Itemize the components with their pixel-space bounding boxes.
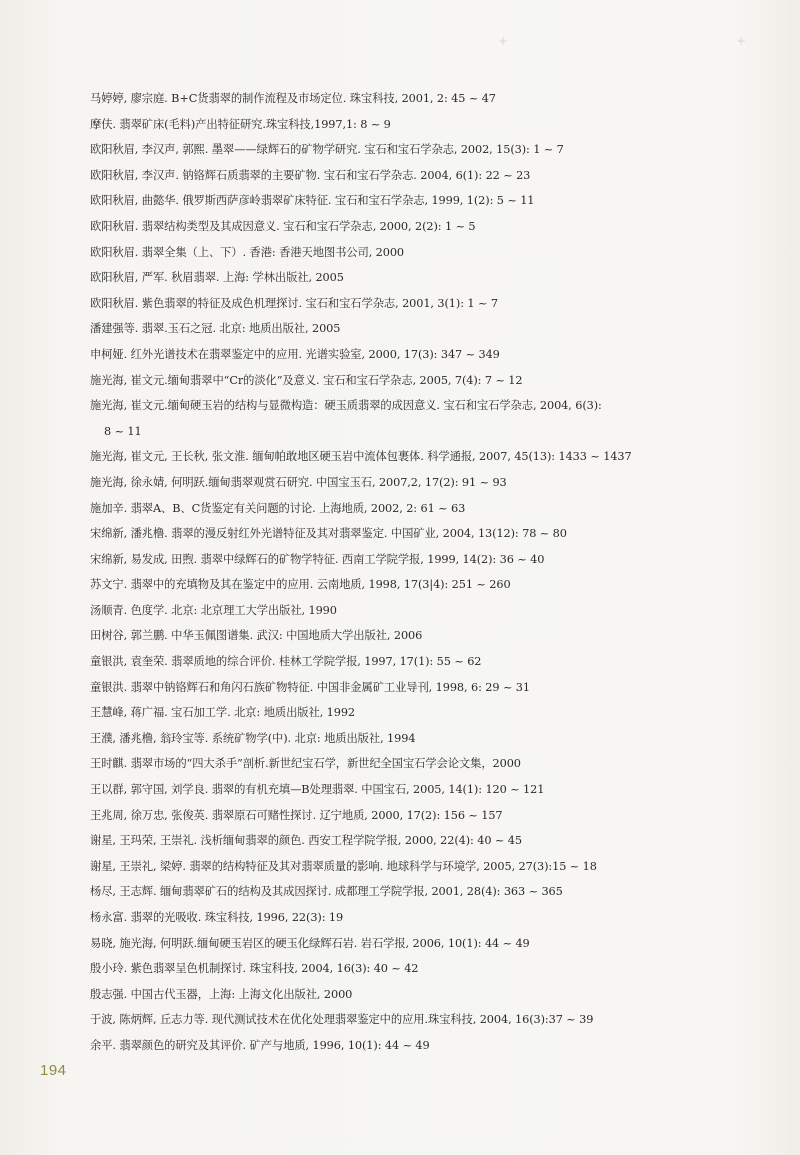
- reference-item: 宋绵新, 潘兆橹. 翡翠的漫反射红外光谱特征及其对翡翠鉴定. 中国矿业, 2004, 13(12): 78 ~ 80: [90, 527, 567, 541]
- reference-item: 王慧峰, 蒋广福. 宝石加工学. 北京: 地质出版社, 1992: [90, 706, 356, 720]
- reference-item: 欧阳秋眉. 紫色翡翠的特征及成色机理探讨. 宝石和宝石学杂志, 2001, 3(1): 1 ~ 7: [90, 296, 498, 310]
- reference-item: 童银洪. 翡翠中钠铬辉石和角闪石族矿物特征. 中国非金属矿工业导刊, 1998, 6: 29 ~ 31: [90, 680, 530, 694]
- reference-item: 谢星, 王崇礼, 梁婷. 翡翠的结构特征及其对翡翠质量的影响. 地球科学与环境学, 2005, 27(3):15 ~ 18: [90, 859, 597, 873]
- reference-item: 王兆周, 徐万忠, 张俊英. 翡翠原石可赌性探讨. 辽宁地质, 2000, 17(2): 156 ~ 157: [90, 808, 503, 822]
- reference-item: 施光海, 崔文元.缅甸翡翠中“Cr的淡化”及意义. 宝石和宝石学杂志, 2005, 7(4): 7 ~ 12: [90, 373, 523, 387]
- reference-item: 苏文宁. 翡翠中的充填物及其在鉴定中的应用. 云南地质, 1998, 17(3|4): 251 ~ 260: [90, 578, 511, 592]
- reference-item: 摩伕. 翡翠矿床(毛料)产出特征研究.珠宝科技,1997,1: 8 ~ 9: [90, 117, 391, 131]
- reference-continuation: 8 ~ 11: [104, 424, 142, 438]
- page-number: 194: [40, 1062, 67, 1079]
- reference-item: 潘建强等. 翡翠.玉石之冠. 北京: 地质出版社, 2005: [90, 322, 341, 336]
- reference-item: 杨永富. 翡翠的光吸收. 珠宝科技, 1996, 22(3): 19: [90, 911, 344, 924]
- reference-item: 谢星, 王玛荣, 王崇礼. 浅析缅甸翡翠的颜色. 西安工程学院学报, 2000, 22(4): 40 ~ 45: [90, 834, 522, 848]
- reference-item: 欧阳秋眉, 严军. 秋眉翡翠. 上海: 学林出版社, 2005: [90, 271, 344, 285]
- reference-item: 欧阳秋眉, 李汉声. 钠铬辉石质翡翠的主要矿物. 宝石和宝石学杂志. 2004, 6(1): 22 ~ 23: [90, 168, 531, 182]
- reference-item: 王濮, 潘兆橹, 翁玲宝等. 系统矿物学(中). 北京: 地质出版社, 1994: [90, 731, 416, 745]
- reference-item: 申柯娅. 红外光谱技术在翡翠鉴定中的应用. 光谱实验室, 2000, 17(3): 347 ~ 349: [90, 347, 500, 361]
- reference-item: 王时麒. 翡翠市场的“四大杀手”剖析.新世纪宝石学，新世纪全国宝石学会论文集，2000: [90, 757, 521, 771]
- reference-item: [90, 393, 730, 444]
- reference-item: 于波, 陈炳辉, 丘志力等. 现代测试技术在优化处理翡翠鉴定中的应用.珠宝科技, 2004, 16(3):37 ~ 39: [90, 1013, 594, 1027]
- reference-item: 殷小玲. 紫色翡翠呈色机制探讨. 珠宝科技, 2004, 16(3): 40 ~ 42: [90, 962, 419, 976]
- reference-item: 童银洪, 袁奎荣. 翡翠质地的综合评价. 桂林工学院学报, 1997, 17(1): 55 ~ 62: [90, 655, 482, 669]
- reference-text: 施光海, 崔文元.缅甸硬玉岩的结构与显微构造：硬玉质翡翠的成因意义. 宝石和宝石学杂志, 2004, 6(3):: [90, 399, 602, 413]
- reference-item: 施光海, 徐永婧, 何明跃.缅甸翡翠观赏石研究. 中国宝玉石, 2007,2, 17(2): 91 ~ 93: [90, 475, 507, 489]
- reference-list: [90, 86, 730, 1059]
- reference-item: 易晓, 施光海, 何明跃.缅甸硬玉岩区的硬玉化绿辉石岩. 岩石学报, 2006, 10(1): 44 ~ 49: [90, 936, 530, 950]
- reference-item: 田树谷, 郭兰鹏. 中华玉佩图谱集. 武汉: 中国地质大学出版社, 2006: [90, 629, 423, 643]
- scan-mark: +: [498, 34, 509, 48]
- reference-item: 施加辛. 翡翠A、B、C货鉴定有关问题的讨论. 上海地质, 2002, 2: 61 ~ 63: [90, 501, 466, 515]
- reference-item: 余平. 翡翠颜色的研究及其评价. 矿产与地质, 1996, 10(1): 44 ~ 49: [90, 1038, 430, 1052]
- reference-item: 欧阳秋眉, 曲懿华. 俄罗斯西萨彦岭翡翠矿床特征. 宝石和宝石学杂志, 1999, 1(2): 5 ~ 11: [90, 194, 535, 208]
- reference-item: 马婷婷, 廖宗庭. B+C货翡翠的制作流程及市场定位. 珠宝科技, 2001, 2: 45 ~ 47: [90, 92, 496, 105]
- reference-item: 汤顺青. 色度学. 北京: 北京理工大学出版社, 1990: [90, 603, 337, 617]
- reference-item: 欧阳秋眉, 李汉声, 郭熙. 墨翠——绿辉石的矿物学研究. 宝石和宝石学杂志, 2002, 15(3): 1 ~ 7: [90, 143, 564, 157]
- reference-item: 宋绵新, 易发成, 田煦. 翡翠中绿辉石的矿物学特征. 西南工学院学报, 1999, 14(2): 36 ~ 40: [90, 552, 545, 566]
- reference-item: 王以群, 郭守国, 刘学良. 翡翠的有机充填—B处理翡翠. 中国宝石, 2005, 14(1): 120 ~ 121: [90, 783, 545, 797]
- reference-item: 欧阳秋眉. 翡翠全集（上、下）. 香港: 香港天地图书公司, 2000: [90, 245, 405, 259]
- reference-item: 杨尽, 王志辉. 缅甸翡翠矿石的结构及其成因探讨. 成都理工学院学报, 2001, 28(4): 363 ~ 365: [90, 885, 563, 899]
- reference-item: 施光海, 崔文元, 王长秋, 张文淮. 缅甸帕敢地区硬玉岩中流体包裹体. 科学通报, 2007, 45(13): 1433 ~ 1437: [90, 450, 632, 464]
- reference-item: 殷志强. 中国古代玉器，上海: 上海文化出版社, 2000: [90, 987, 353, 1001]
- reference-item: 欧阳秋眉. 翡翠结构类型及其成因意义. 宝石和宝石学杂志, 2000, 2(2): 1 ~ 5: [90, 219, 476, 233]
- scan-mark: +: [736, 34, 747, 48]
